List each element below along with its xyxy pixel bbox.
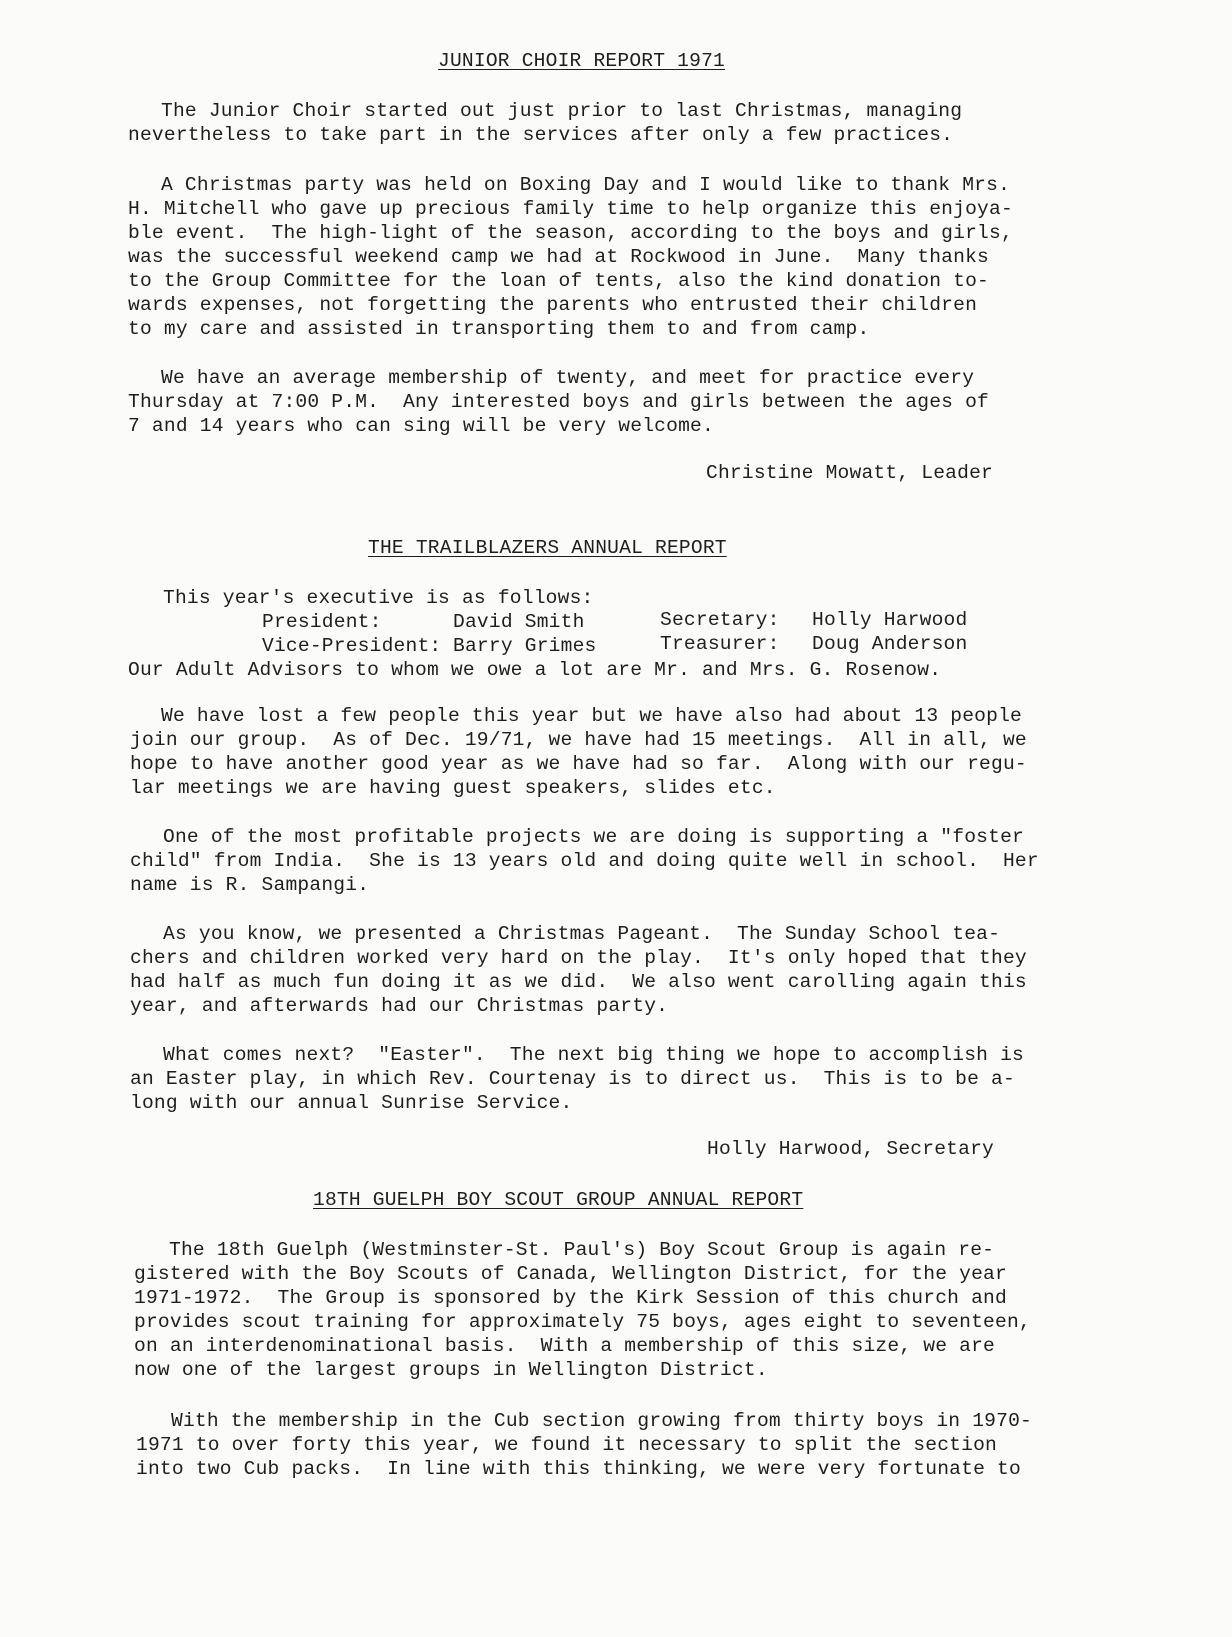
scouts-p1-line: 1971-1972. The Group is sponsored by the Kirk Session of this church and bbox=[134, 1287, 1007, 1309]
exec-president-name: David Smith bbox=[453, 611, 585, 633]
scouts-p1-line: now one of the largest groups in Wellington District. bbox=[134, 1359, 768, 1381]
trailblazers-p4-line: What comes next? "Easter". The next big thing we hope to accomplish is bbox=[163, 1044, 1024, 1066]
choir-p2-line: to the Group Committee for the loan of tents, also the kind donation to- bbox=[128, 270, 989, 292]
scouts-p2-line: into two Cub packs. In line with this thinking, we were very fortunate to bbox=[136, 1458, 1021, 1480]
choir-p3-line: 7 and 14 years who can sing will be very welcome. bbox=[128, 415, 714, 437]
exec-treasurer-label: Treasurer: bbox=[660, 633, 780, 655]
exec-vice-president-name: Barry Grimes bbox=[453, 635, 597, 657]
choir-p3-line: We have an average membership of twenty, and meet for practice every bbox=[161, 367, 975, 389]
choir-report-title: JUNIOR CHOIR REPORT 1971 bbox=[438, 50, 725, 72]
trailblazers-signature: Holly Harwood, Secretary bbox=[707, 1138, 994, 1160]
trailblazers-p3-line: As you know, we presented a Christmas Pageant. The Sunday School tea- bbox=[163, 923, 1001, 945]
trailblazers-advisors: Our Adult Advisors to whom we owe a lot are Mr. and Mrs. G. Rosenow. bbox=[128, 659, 942, 681]
choir-p2-line: to my care and assisted in transporting them to and from camp. bbox=[128, 318, 870, 340]
scouts-report-title: 18TH GUELPH BOY SCOUT GROUP ANNUAL REPORT bbox=[313, 1189, 804, 1211]
exec-secretary-name: Holly Harwood bbox=[812, 609, 968, 631]
trailblazers-p3-line: chers and children worked very hard on the play. It's only hoped that they bbox=[130, 947, 1027, 969]
scouts-p1-line: The 18th Guelph (Westminster-St. Paul's) Boy Scout Group is again re- bbox=[169, 1239, 995, 1261]
trailblazers-p2-line: name is R. Sampangi. bbox=[130, 874, 370, 896]
choir-signature: Christine Mowatt, Leader bbox=[706, 462, 993, 484]
choir-p2-line: A Christmas party was held on Boxing Day and I would like to thank Mrs. bbox=[161, 174, 1011, 196]
trailblazers-p2-line: child" from India. She is 13 years old and doing quite well in school. Her bbox=[130, 850, 1039, 872]
choir-p2-line: was the successful weekend camp we had at Rockwood in June. Many thanks bbox=[128, 246, 989, 268]
choir-p2-line: H. Mitchell who gave up precious family time to help organize this enjoya- bbox=[128, 198, 1013, 220]
trailblazers-p1-line: We have lost a few people this year but we have also had about 13 people bbox=[161, 705, 1022, 727]
scouts-p1-line: on an interdenominational basis. With a membership of this size, we are bbox=[134, 1335, 995, 1357]
scouts-p1-line: provides scout training for approximately 75 boys, ages eight to seventeen, bbox=[134, 1311, 1031, 1333]
choir-p2-line: ble event. The high-light of the season, according to the boys and girls, bbox=[128, 222, 1013, 244]
trailblazers-p1-line: lar meetings we are having guest speakers, slides etc. bbox=[130, 777, 776, 799]
exec-president-label: President: bbox=[262, 611, 382, 633]
trailblazers-p3-line: year, and afterwards had our Christmas party. bbox=[130, 995, 669, 1017]
scouts-p2-line: 1971 to over forty this year, we found it necessary to split the section bbox=[136, 1434, 997, 1456]
scouts-p2-line: With the membership in the Cub section growing from thirty boys in 1970- bbox=[171, 1410, 1032, 1432]
choir-p3-line: Thursday at 7:00 P.M. Any interested boys and girls between the ages of bbox=[128, 391, 989, 413]
trailblazers-p3-line: had half as much fun doing it as we did. We also went carolling again this bbox=[130, 971, 1027, 993]
scouts-p1-line: gistered with the Boy Scouts of Canada, Wellington District, for the year bbox=[134, 1263, 1007, 1285]
exec-secretary-label: Secretary: bbox=[660, 609, 780, 631]
trailblazers-exec-intro: This year's executive is as follows: bbox=[163, 587, 594, 609]
choir-p1-line: nevertheless to take part in the services after only a few practices. bbox=[128, 124, 954, 146]
exec-vice-president-label: Vice-President: bbox=[262, 635, 442, 657]
trailblazers-p4-line: long with our annual Sunrise Service. bbox=[130, 1092, 573, 1114]
choir-p2-line: wards expenses, not forgetting the parents who entrusted their children bbox=[128, 294, 978, 316]
trailblazers-p2-line: One of the most profitable projects we are doing is supporting a "foster bbox=[163, 826, 1024, 848]
trailblazers-p1-line: join our group. As of Dec. 19/71, we have had 15 meetings. All in all, we bbox=[130, 729, 1027, 751]
trailblazers-report-title: THE TRAILBLAZERS ANNUAL REPORT bbox=[368, 537, 727, 559]
choir-p1-line: The Junior Choir started out just prior to last Christmas, managing bbox=[161, 100, 963, 122]
exec-treasurer-name: Doug Anderson bbox=[812, 633, 968, 655]
trailblazers-p1-line: hope to have another good year as we have had so far. Along with our regu- bbox=[130, 753, 1027, 775]
trailblazers-p4-line: an Easter play, in which Rev. Courtenay is to direct us. This is to be a- bbox=[130, 1068, 1015, 1090]
